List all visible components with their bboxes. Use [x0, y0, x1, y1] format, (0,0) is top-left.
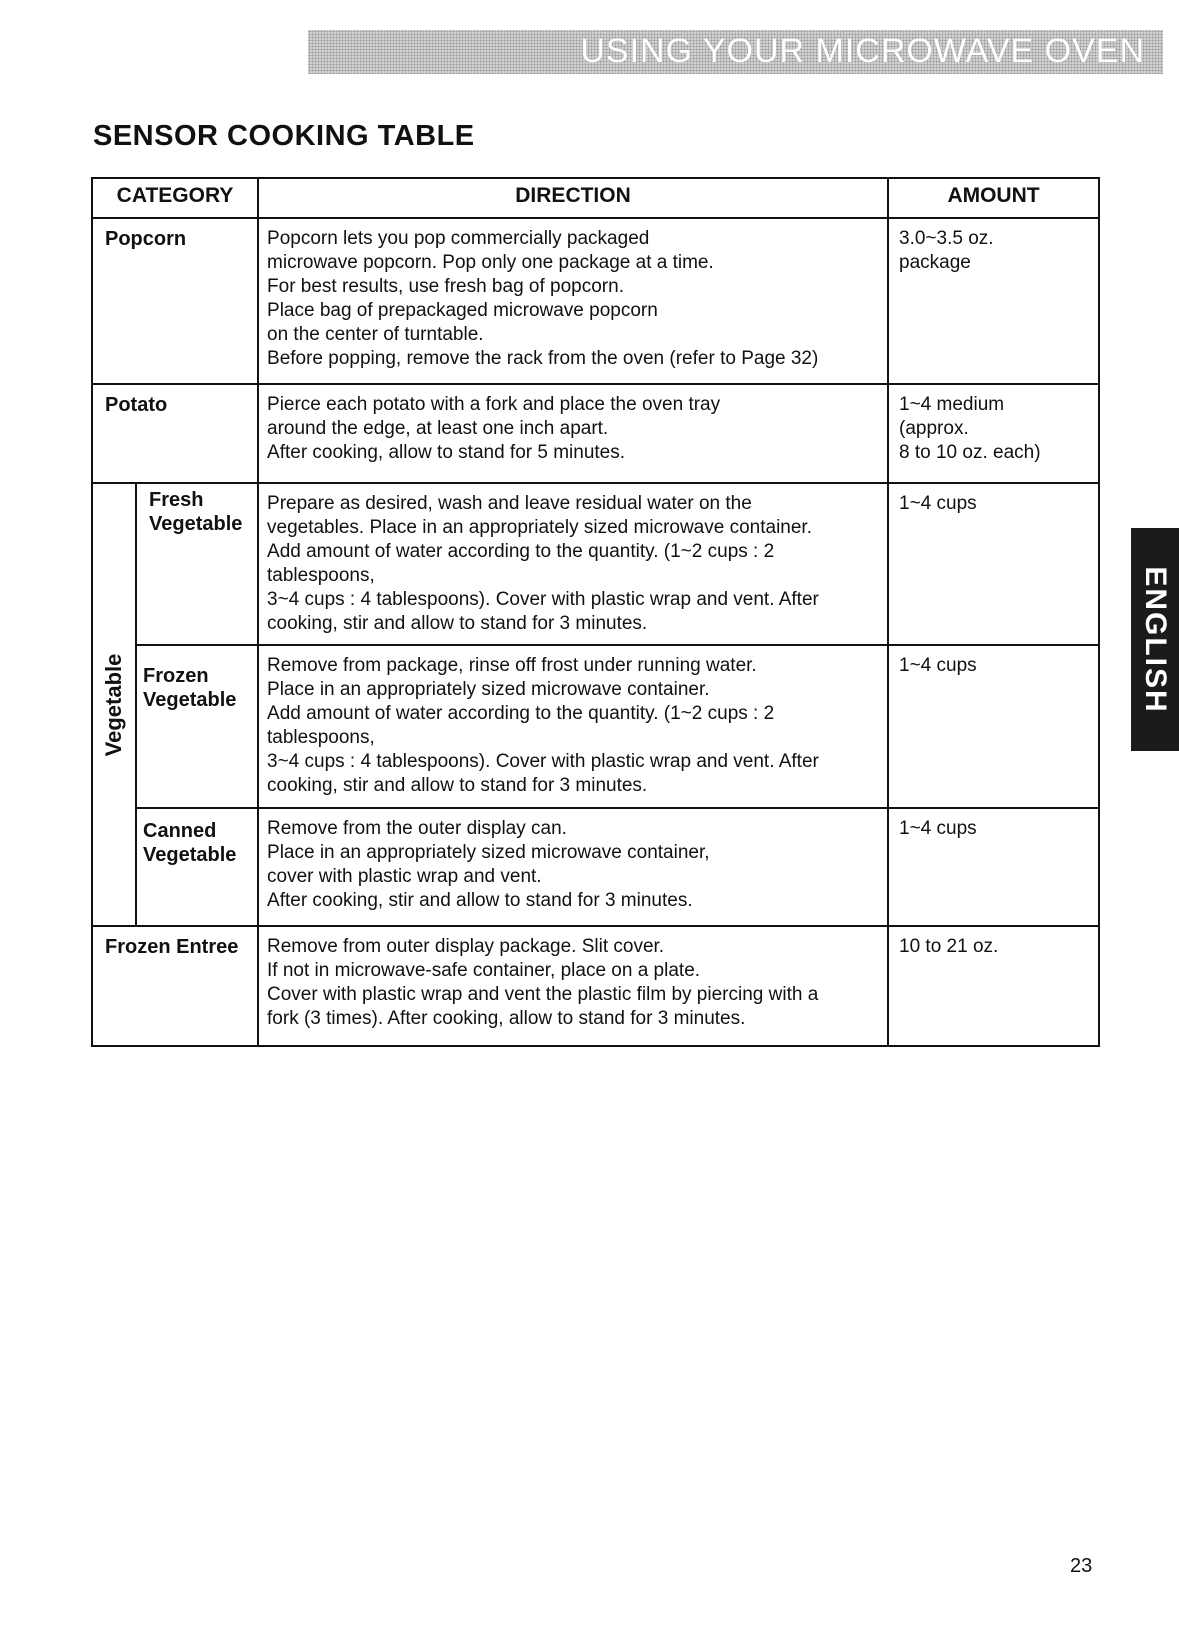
vegetable-group-label: Vegetable: [101, 653, 126, 756]
direction-popcorn: Popcorn lets you pop commercially packaged microwave popcorn. Pop only one package at a time. For best results, use fresh bag of popcorn. Place bag of prepackaged microwave popcorn on the center of turntable. Before popping, remove the rack from the oven (refer to Page 32): [258, 218, 888, 384]
amount-fresh-vegetable: 1~4 cups: [888, 483, 1099, 645]
amount-canned-vegetable: 1~4 cups: [888, 808, 1099, 926]
header-amount: AMOUNT: [888, 178, 1099, 218]
category-fresh-vegetable: Fresh Vegetable: [136, 483, 258, 645]
table-row: [92, 218, 1099, 384]
section-banner-text: USING YOUR MICROWAVE OVEN: [580, 32, 1145, 70]
table-row: [92, 384, 1099, 483]
amount-frozen-entree: 10 to 21 oz.: [888, 926, 1099, 1046]
language-tab-label: ENGLISH: [1139, 565, 1172, 714]
direction-fresh-vegetable: Prepare as desired, wash and leave residual water on the vegetables. Place in an appropriately sized microwave container. Add amount of water according to the quantity. (1~2 cups : 2 tablespoons, 3~4 cups : 4 tablespoons). Cover with plastic wrap and vent. After cooking, stir and allow to stand for 3 minutes.: [258, 483, 888, 645]
section-banner: [308, 30, 1163, 74]
header-category: CATEGORY: [92, 178, 258, 218]
category-canned-vegetable: Canned Vegetable: [136, 808, 258, 926]
table-row: [92, 645, 1099, 808]
amount-popcorn: 3.0~3.5 oz. package: [888, 218, 1099, 384]
direction-canned-vegetable: Remove from the outer display can. Place in an appropriately sized microwave container, cover with plastic wrap and vent. After cooking, stir and allow to stand for 3 minutes.: [258, 808, 888, 926]
amount-frozen-vegetable: 1~4 cups: [888, 645, 1099, 808]
direction-frozen-vegetable: Remove from package, rinse off frost under running water. Place in an appropriately sized microwave container. Add amount of water according to the quantity. (1~2 cups : 2 tablespoons, 3~4 cups : 4 tablespoons). Cover with plastic wrap and vent. After cooking, stir and allow to stand for 3 minutes.: [258, 645, 888, 808]
table-row: [92, 808, 1099, 926]
amount-potato: 1~4 medium (approx. 8 to 10 oz. each): [888, 384, 1099, 483]
language-tab: [1131, 528, 1179, 751]
category-popcorn: Popcorn: [92, 218, 258, 384]
sensor-cooking-table: [91, 177, 1100, 1047]
page-title: SENSOR COOKING TABLE: [93, 120, 475, 152]
table-header-row: [92, 178, 1099, 218]
table-row: [92, 926, 1099, 1046]
table-row: [92, 483, 1099, 645]
category-frozen-vegetable: Frozen Vegetable: [136, 645, 258, 808]
category-frozen-entree: Frozen Entree: [92, 926, 258, 1046]
category-potato: Potato: [92, 384, 258, 483]
page-number: 23: [1070, 1555, 1093, 1577]
header-direction: DIRECTION: [258, 178, 888, 218]
category-vegetable-group: [92, 483, 136, 926]
direction-frozen-entree: Remove from outer display package. Slit cover. If not in microwave-safe container, place on a plate. Cover with plastic wrap and vent the plastic film by piercing with a fork (3 times). After cooking, allow to stand for 3 minutes.: [258, 926, 888, 1046]
direction-potato: Pierce each potato with a fork and place the oven tray around the edge, at least one inch apart. After cooking, allow to stand for 5 minutes.: [258, 384, 888, 483]
